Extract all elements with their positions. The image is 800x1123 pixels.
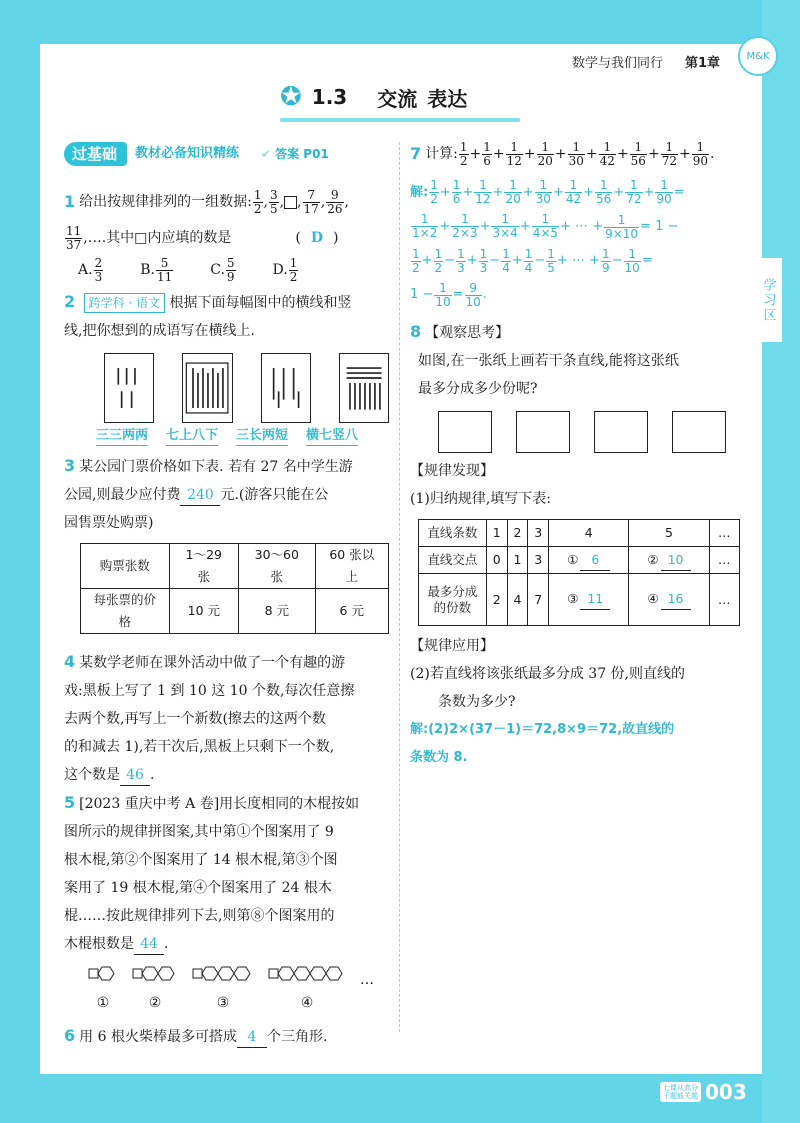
question-number: 4	[64, 652, 76, 671]
question-5: 5 [2023 重庆中考 A 卷]用长度相同的木棍按如 图所示的规律拼图案,其中第①个图案用了 9 根木棍,第②个图案用了 14 根木棍,第③个图 案用了 19 根木棍,第④个图案用了 24 根木 棍……按此规律排列下去,则第⑧个图案用的 木棍根数是 44 . ① ② ③ ④ …	[64, 789, 389, 1012]
q1-answer: D	[310, 230, 324, 246]
option-b[interactable]: B. $\frac{5}{11}$	[140, 255, 173, 284]
fraction: $\frac{1}{4\times 5}$	[532, 212, 559, 240]
answer-ref[interactable]: ✔ 答案 P01	[261, 147, 329, 161]
card-3	[261, 353, 311, 423]
section-subtitle: 教材必备知识精练	[135, 146, 240, 161]
option-a[interactable]: A. $\frac{2}{3}$	[78, 255, 103, 284]
price-table	[80, 543, 389, 634]
fraction: $\frac{1}{2}$	[459, 139, 468, 168]
subject-tag: 跨学科 · 语文	[84, 293, 165, 313]
section-badge	[64, 140, 389, 168]
q7-expression: $\frac{1}{2}$ + $\frac{1}{6}$ + $\frac{1}{12}$ + $\frac{1}{20}$ + $\frac{1}{30}$ + $\frac{1}{42}$ + $\frac{1}{56}$ + $\frac{1}{72}$ + $\frac{1}{90}$	[459, 139, 708, 168]
title-text-2: 表达	[427, 86, 468, 111]
pattern-3: ③	[192, 964, 254, 1012]
fraction: $\frac{1}{30}$	[535, 178, 551, 206]
paper-rect	[516, 411, 570, 453]
q3-text-b1: 公园,则最少应付费	[64, 487, 181, 503]
question-7: 7 计算: $\frac{1}{2}$ + $\frac{1}{6}$ + $\frac{1}{12}$ + $\frac{1}{20}$ + $\frac{1}{30}$ + $\frac{1}{42}$ + $\frac{1}{56}$ + $\frac{1}{72}$ + $\frac{1}{90}$ . 解: $\frac{1}{2}$ + $\frac{1}{6}$ + $\frac{1}{12}$ + $\frac{1}{20}$ + $\frac{1}{30}$ + $\frac{1}{42}$ + $\frac{1}{56}$ + $\frac{1}{72}$ + $\frac{1}{90}$ = $\frac{1}{1\times 2}$ + $\frac{1}{2\times 3}$ + $\frac{1}{3\times 4}$ + $\frac{1}{4\times 5}$ + ⋯ + 1 9×10 = 1 − 1 2 + 1 2 − 1 3 + 1 3 − 1 4 + 1 4 − 1 5 + ⋯ + 1 9 − 1 10 = 1 − 1 10 = 9 10 .	[410, 140, 740, 312]
page-title	[280, 82, 467, 112]
running-header	[572, 52, 720, 71]
q3-answer: 240	[180, 485, 220, 506]
paper-rect	[438, 411, 492, 453]
title-text-1: 交流	[377, 86, 418, 111]
book-title: 数学与我们同行	[571, 56, 663, 71]
fraction: $\frac{1}{30}$	[568, 139, 584, 168]
fraction: $\frac{1}{12}$	[475, 178, 491, 206]
option-d[interactable]: D. $\frac{1}{2}$	[272, 255, 298, 284]
fraction: $\frac{1}{56}$	[630, 139, 646, 168]
question-number: 2	[64, 292, 76, 311]
footer-slogan: 七课从高分 千题能关题	[660, 1082, 701, 1102]
q7-solution-line-1: 解: $\frac{1}{2}$ + $\frac{1}{6}$ + $\frac{1}{12}$ + $\frac{1}{20}$ + $\frac{1}{30}$ + $\frac{1}{42}$ + $\frac{1}{56}$ + $\frac{1}{72}$ + $\frac{1}{90}$ =	[410, 178, 685, 206]
idiom-3: 三长两短	[236, 427, 288, 446]
fraction: $\frac{1}{90}$	[692, 139, 708, 168]
card-4	[339, 353, 389, 423]
idiom-answers	[96, 427, 389, 446]
question-8: 8 【观察思考】 如图,在一张纸上画若干条直线,能将这张纸 最多分成多少份呢? 【规律发现】 (1)归纳规律,填写下表: 直线条数 1 2 3 4 5 … 直线交点 0 1 3 ① 6 ② 10 … 最多分成 的份数 2 4 7 ③ 11 ④ 16 … 【规律应用】 (2)若直线将该张纸最多分成 37 份,则直线的 条数为多少? 解:(2)2×(37－1)＝72,8×9＝72,故直线的 条数为 8.	[410, 318, 740, 772]
pattern-2: ②	[132, 964, 178, 1012]
fraction: $\frac{1}{20}$	[537, 139, 553, 168]
q7-solution-line-2: $\frac{1}{1\times 2}$ + $\frac{1}{2\times 3}$ + $\frac{1}{3\times 4}$ + $\frac{1}{4\times 5}$ + ⋯ + 1 9×10 = 1 −	[412, 212, 679, 241]
question-number: 7	[410, 144, 422, 163]
right-decor-strip	[762, 0, 800, 1123]
question-number: 8	[410, 322, 422, 341]
table-row: 最多分成 的份数 2 4 7 ③ 11 ④ 16 …	[419, 574, 740, 626]
idiom-1: 三三两两	[96, 427, 148, 446]
q1-options	[78, 256, 389, 284]
q1-text-b: 其中□内应填的数是	[106, 230, 232, 246]
stick-patterns: ① ② ③ ④ …	[88, 964, 389, 1012]
q3-text-a: 某公园门票价格如下表. 若有 27 名中学生游	[79, 459, 353, 475]
star-icon: ✪	[280, 82, 302, 112]
table-row: 直线交点 0 1 3 ① 6 ② 10 …	[419, 547, 740, 574]
rule-table	[418, 519, 740, 626]
q7-solution-line-4: 1 − 1 10 = 9 10 .	[410, 280, 487, 309]
paper-rect	[594, 411, 648, 453]
idiom-2: 七上八下	[166, 427, 218, 446]
mascot-logo: M&K	[738, 36, 778, 76]
idiom-4: 横七竖八	[306, 427, 358, 446]
q8-solution: 解:(2)2×(37－1)＝72,8×9＝72,故直线的 条数为 8.	[410, 722, 675, 765]
question-6: 6 用 6 根火柴棒最多可搭成 4 个三角形.	[64, 1022, 389, 1051]
table-row: 购票张数 1～29 张 30～60 张 60 张以上	[81, 544, 389, 589]
q1-text-a: 给出按规律排列的一组数据:	[79, 194, 252, 210]
left-column	[64, 140, 389, 1051]
fraction: $\frac{1}{3\times 4}$	[492, 212, 518, 240]
q4-answer: 46	[120, 765, 150, 786]
blank-square	[284, 196, 297, 209]
paper-rectangles	[438, 411, 740, 453]
table-row: 每张票的价格 10 元 8 元 6 元	[81, 589, 389, 634]
fraction: $\frac{1}{6}$	[452, 178, 461, 206]
q7-solution-line-3: 1 2 + 1 2 − 1 3 + 1 3 − 1 4 + 1 4 − 1 5 + ⋯ + 1 9 − 1 10 =	[412, 246, 653, 275]
fraction: $\frac{1}{72}$	[626, 178, 642, 206]
page-number: 003	[705, 1080, 747, 1104]
fraction: $\frac{1}{2}$	[430, 178, 438, 206]
q3-text-b2: 元.(游客只能在公	[220, 487, 329, 503]
question-number: 1	[64, 192, 76, 211]
question-3	[64, 452, 389, 634]
question-number: 3	[64, 456, 76, 475]
fraction: $\frac{1}{20}$	[505, 178, 521, 206]
right-column	[410, 140, 740, 772]
page-footer	[660, 1080, 747, 1104]
check-icon: ✔	[261, 147, 272, 161]
fraction: $\frac{1}{42}$	[599, 139, 615, 168]
q6-answer: 4	[237, 1027, 267, 1048]
question-number: 6	[64, 1026, 76, 1045]
card-1	[104, 353, 154, 423]
side-tab[interactable]: 学习区	[754, 258, 782, 342]
fraction: $\frac{1}{1\times 2}$	[412, 212, 438, 240]
q2-text-a: 根据下面每幅图中的横线和竖	[169, 295, 352, 311]
fraction: $\frac{1}{56}$	[596, 178, 612, 206]
question-2	[64, 288, 389, 446]
q5-answer: 44	[134, 934, 164, 955]
table-row: 直线条数 1 2 3 4 5 …	[419, 520, 740, 547]
fraction: $\frac{1}{2\times 3}$	[452, 212, 478, 240]
q2-text-b: 线,把你想到的成语写在横线上.	[64, 323, 255, 339]
fraction: $\frac{1}{6}$	[483, 139, 491, 168]
pattern-1: ①	[88, 964, 118, 1012]
card-2	[182, 353, 232, 423]
q3-text-c: 园售票处购票)	[64, 515, 154, 531]
fraction: $\frac{1}{72}$	[661, 139, 677, 168]
title-underline	[280, 118, 520, 122]
paper-rect	[672, 411, 726, 453]
idiom-cards	[104, 353, 389, 423]
column-divider	[399, 142, 400, 1032]
section-badge-label: 过基础	[64, 142, 127, 166]
fraction: $\frac{1}{12}$	[506, 139, 522, 168]
question-number: 5	[64, 793, 76, 812]
pattern-4: ④	[268, 964, 346, 1012]
chapter-label: 第1章	[684, 56, 720, 71]
question-4: 4 某数学老师在课外活动中做了一个有趣的游 戏:黑板上写了 1 到 10 这 10 个数,每次任意擦 去两个数,再写上一个新数(擦去的这两个数 的和减去 1),若干次后,黑板上只剩下一个数, 这个数是 46 .	[64, 648, 389, 789]
option-c[interactable]: C. $\frac{5}{9}$	[210, 255, 235, 284]
fraction: $\frac{1}{90}$	[656, 178, 672, 206]
fraction: $\frac{1}{42}$	[565, 178, 582, 206]
question-1: 1 给出按规律排列的一组数据: 1 2 , 3 5 , , 7 17 , 9 26 , 11 37 ,…. 其中□内应填的数是 ( D ) A. $\frac{2}{3}$ B. $\frac{5}{11}$ C. $\frac{5}{9}$ D. $\frac{1}{2}$	[64, 188, 389, 284]
title-number: 1.3	[311, 85, 348, 109]
